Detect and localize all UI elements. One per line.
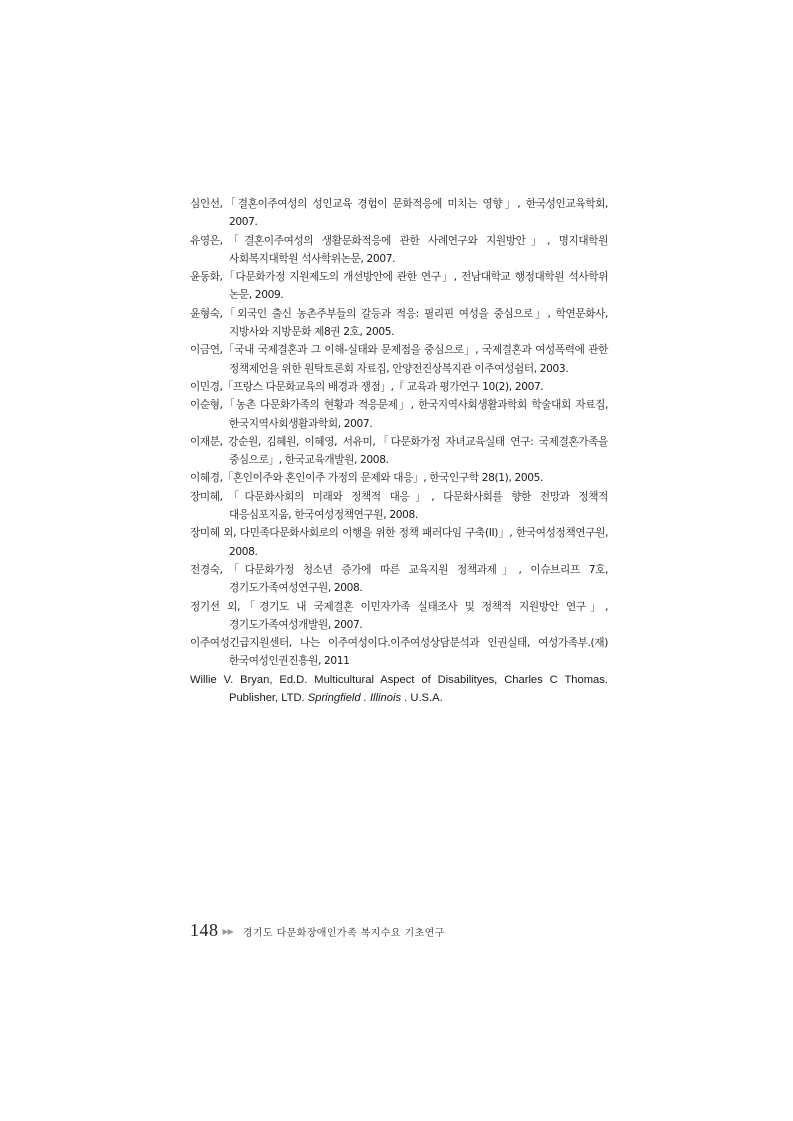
reference-entry — [190, 195, 608, 232]
reference-text: 윤동화,「다문화가정 지원제도의 개선방안에 관한 연구」, 전남대학교 행정대학원 석사학위 논문, 2009. — [190, 271, 608, 302]
reference-text: 정기선 외,「경기도 내 국제결혼 이민자가족 실태조사 및 정책적 지원방안 연구」, 경기도가족여성개발원, 2007. — [190, 600, 608, 631]
reference-text: 이재분, 강순원, 김혜원, 이혜영, 서유미,「다문화가정 자녀교육실태 연구: 국제결혼가족을 중심으로」, 한국교육개발원, 2008. — [190, 435, 608, 467]
reference-entry — [190, 469, 608, 487]
reference-text: 이순형,「농촌 다문화가족의 현황과 적응문제」, 한국지역사회생활과학회 학술대회 자료집, 한국지역사회생활과학회, 2007. — [190, 399, 608, 430]
reference-text: 심인선,「결혼이주여성의 성인교육 경험이 문화적응에 미치는 영향」, 한국성인교육학회, 2007. — [190, 198, 608, 229]
reference-entry — [190, 488, 608, 525]
reference-text: 이혜경,「혼인이주와 혼인이주 가정의 문제와 대응」, 한국인구학 28(1), 2005. — [190, 472, 544, 485]
reference-text: 전경숙,「다문화가정 청소년 증가에 따른 교육지원 정책과제」, 이슈브리프 7호, 경기도가족여성연구원, 2008. — [190, 563, 608, 595]
reference-text: 윤형숙,「외국인 출신 농촌주부들의 갈등과 적응: 필리핀 여성을 중심으로」, 학연문화사, 지방사와 지방문화 제8권 2호, 2005. — [190, 307, 608, 339]
reference-entry — [190, 268, 608, 305]
reference-entry — [190, 341, 608, 378]
reference-entry — [190, 305, 608, 342]
reference-entry — [190, 561, 608, 598]
page-footer — [190, 920, 445, 944]
reference-entry — [190, 232, 608, 269]
reference-text: 장미혜 외, 다민족다문화사회로의 이행을 위한 정책 패러다임 구축(II)」, 한국여성정책연구원, 2008. — [190, 527, 608, 558]
reference-list — [190, 195, 608, 707]
reference-text: Willie V. Bryan, Ed.D. Multicultural Aspect of Disabilityes, Charles C Thomas. Publisher, LTD. — [190, 673, 608, 705]
reference-text: 이금연,「국내 국제결혼과 그 이해-실태와 문제점을 중심으로」, 국제결혼과 여성폭력에 관한 정책제언을 위한 원탁토론회 자료집, 안양전진상복지관 이주여성쉼터, 2003. — [190, 344, 608, 375]
reference-text: 이민경,「프랑스 다문화교육의 배경과 쟁점」,『 교육과 평가연구 10(2), 2007. — [190, 380, 544, 393]
double-arrow-icon: ▶▶ — [222, 927, 233, 936]
running-title: 경기도 다문화장애인가족 복지수요 기초연구 — [242, 928, 445, 939]
reference-entry — [190, 634, 608, 671]
reference-entry — [190, 598, 608, 635]
reference-entry — [190, 524, 608, 561]
reference-text: 장미혜,「다문화사회의 미래와 정책적 대응」, 다문화사회를 향한 전망과 정책적 대응심포지움, 한국여성정책연구원, 2008. — [190, 490, 608, 522]
page-number: 148 — [190, 920, 219, 940]
reference-text: . U.S.A. — [401, 692, 443, 705]
reference-entry — [190, 396, 608, 433]
reference-entry — [190, 433, 608, 470]
reference-text: 유영은,「결혼이주여성의 생활문화적응에 관한 사례연구와 지원방안」, 명지대학원 사회복지대학원 석사학위논문, 2007. — [190, 234, 608, 265]
reference-entry — [190, 378, 608, 396]
reference-text: 이주여성긴급지원센터, 나는 이주여성이다.이주여성상담분석과 인권실태, 여성가족부.(재)한국여성인권진흥원, 2011 — [190, 637, 608, 668]
reference-place-italic: Springfield . Illinois — [307, 692, 402, 705]
reference-entry — [190, 671, 608, 708]
